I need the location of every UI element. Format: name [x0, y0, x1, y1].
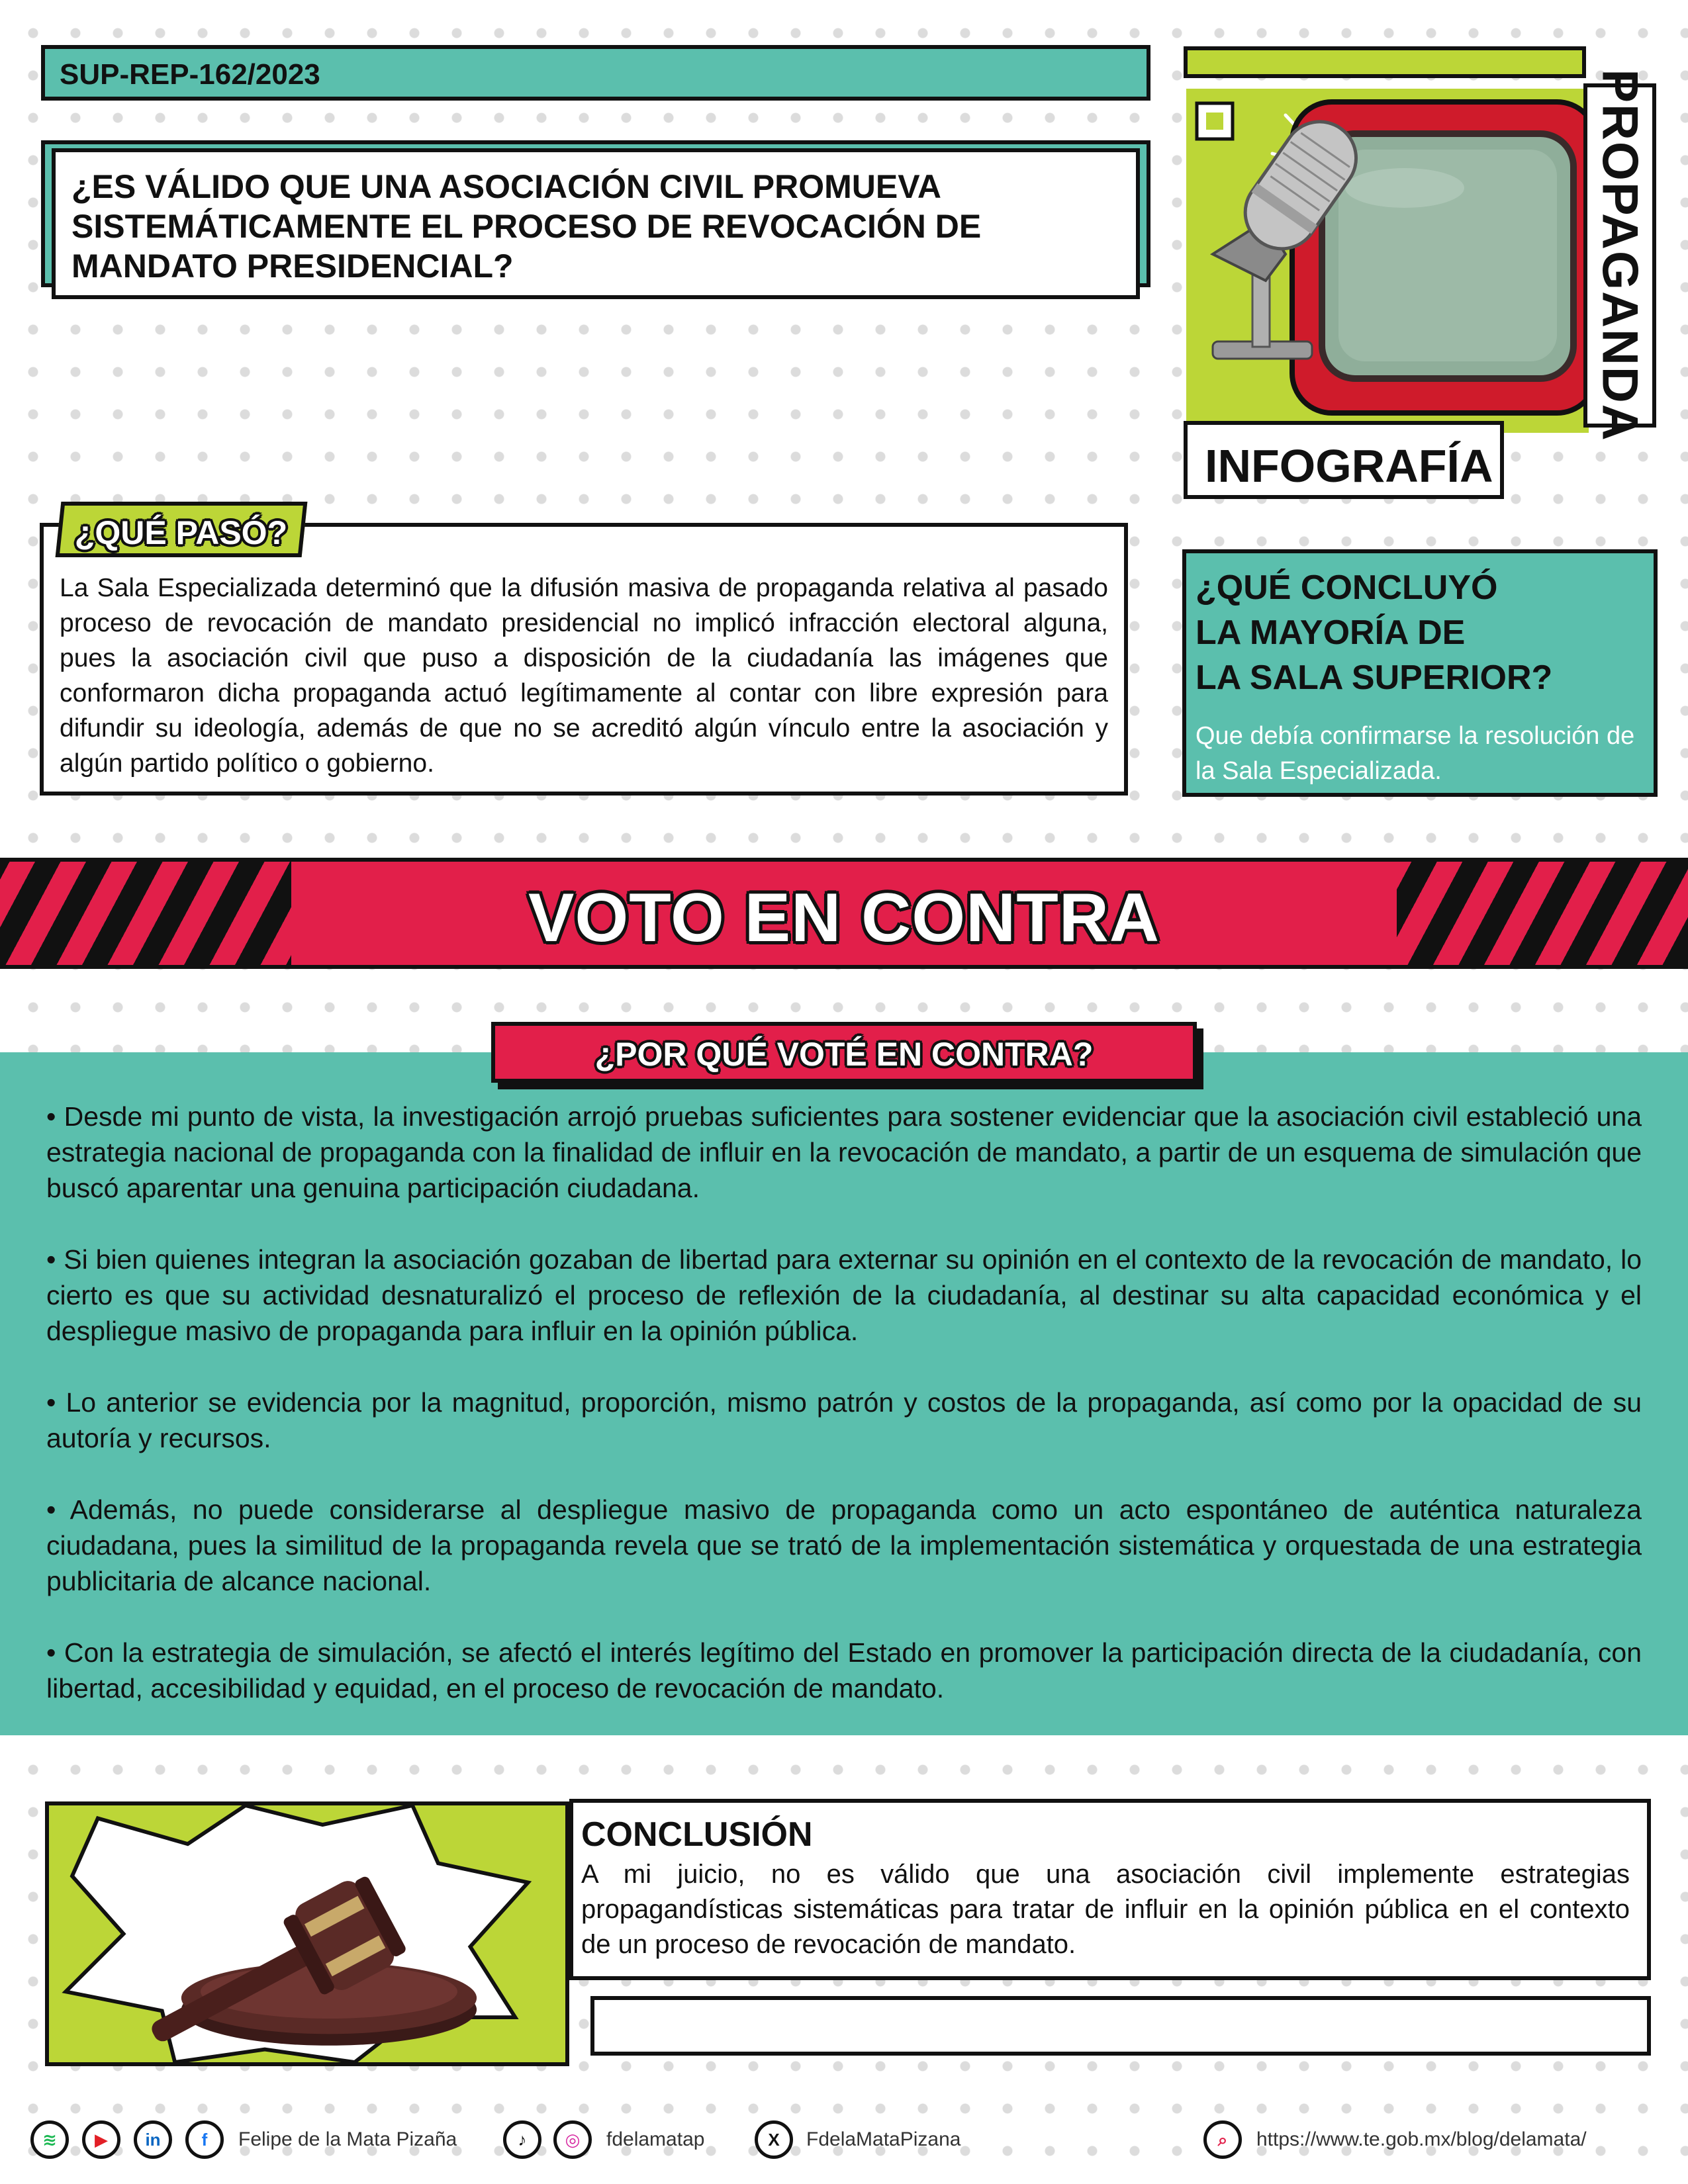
por-que-vote-heading: ¿POR QUÉ VOTÉ EN CONTRA?: [594, 1036, 1094, 1073]
conclusion-box: [569, 1799, 1651, 1980]
concluyo-heading: [1196, 565, 1552, 700]
concluyo-heading-line: LA SALA SUPERIOR?: [1196, 659, 1553, 697]
voto-en-contra-title: VOTO EN CONTRA: [528, 880, 1160, 956]
conclusion-text: A mi juicio, no es válido que una asociación civil implemente estrategias propagandísticas sistemáticas para tratar de influir en la opinión pública en el contexto de un proceso de revocación de mandato.: [581, 1860, 1630, 1959]
voto-point: • Desde mi punto de vista, la investigación arrojó pruebas suficientes para sostener evidenciar que la asociación civil estableció una estrategia nacional de propaganda con la finalidad de influir en la revocación de mandato, a partir de un esquema de simulación que buscó aparentar una genuina participación ciudadana.: [46, 1101, 1642, 1203]
voto-point: • Si bien quienes integran la asociación gozaban de libertad para externar su opinión en el contexto de la revocación de mandato, lo cierto es que su actividad desnaturalizó el proceso de reflexión de la ciudadanía, al destinar su alta capacidad económica y el despliegue masivo de propaganda para influir en la opinión pública.: [46, 1244, 1642, 1346]
spotify-icon[interactable]: ≋: [30, 2120, 69, 2159]
footer-name: Felipe de la Mata Pizaña: [238, 2128, 457, 2150]
linkedin-icon[interactable]: in: [134, 2120, 172, 2159]
infografia-label: INFOGRAFÍA: [1205, 440, 1493, 492]
concluyo-box: [1182, 549, 1658, 797]
footer-x-handle: FdelaMataPizana: [806, 2128, 961, 2150]
footer-handle: fdelamatap: [606, 2128, 705, 2150]
voto-point: • Lo anterior se evidencia por la magnitud, proporción, mismo patrón y costos de la propaganda, así como por la opacidad de su autoría y recursos.: [46, 1387, 1642, 1453]
search-icon[interactable]: ⌕: [1203, 2120, 1242, 2159]
case-number: SUP-REP-162/2023: [60, 58, 320, 91]
propaganda-vertical-label: PROPAGANDA: [1591, 69, 1648, 442]
voto-points-list: [46, 1099, 1642, 1742]
microphone-television-illustration: [1186, 89, 1589, 433]
footer-url-link[interactable]: https://www.te.gob.mx/blog/delamata/: [1256, 2128, 1587, 2150]
que-paso-text: La Sala Especializada determinó que la difusión masiva de propaganda relativa al pasado proceso de revocación de mandato presidencial no implicó infracción electoral alguna, pues la asociación civil que puso a disposición de la ciudadanía las imágenes que conformaron dicha propaganda actuó legítimamente al contar con libre expresión para difundir su ideología, además de que no se acreditó algún vínculo entre la asociación y algún partido político o gobierno.: [60, 574, 1108, 778]
empty-note-box: [590, 1996, 1651, 2056]
main-question: ¿ES VÁLIDO QUE UNA ASOCIACIÓN CIVIL PROMUEVA SISTEMÁTICAMENTE EL PROCESO DE REVOCACIÓN DE MANDATO PRESIDENCIAL?: [71, 168, 982, 285]
infografia-label-box: [1184, 421, 1504, 499]
que-paso-tag: [56, 502, 308, 557]
voto-point: • Además, no puede considerarse al despliegue masivo de propaganda como un acto espontáneo de auténtica naturaleza ciudadana, pues la similitud de la propaganda revela que se trató de la implementación sistemática y orquestada de una estrategia publicitaria de alcance nacional.: [46, 1494, 1642, 1596]
instagram-icon[interactable]: ◎: [553, 2120, 592, 2159]
propaganda-label-box: [1583, 69, 1656, 442]
voto-banner-center: [291, 862, 1397, 965]
case-number-bar: [41, 45, 1150, 101]
que-paso-box: [40, 523, 1128, 796]
gavel-illustration: [45, 1801, 569, 2066]
question-box: [52, 148, 1140, 299]
tiktok-icon[interactable]: ♪: [503, 2120, 541, 2159]
por-que-vote-tag: [491, 1022, 1197, 1083]
facebook-icon[interactable]: f: [185, 2120, 224, 2159]
concluyo-heading-line: LA MAYORÍA DE: [1196, 614, 1466, 652]
gavel-icon: [49, 1805, 565, 2062]
concluyo-heading-line: ¿QUÉ CONCLUYÓ: [1196, 569, 1498, 607]
decorative-lime-bar: [1184, 46, 1586, 78]
youtube-icon[interactable]: ▶: [82, 2120, 120, 2159]
que-paso-heading: ¿QUÉ PASÓ?: [74, 514, 288, 551]
footer: [0, 2115, 1688, 2164]
voto-point: • Con la estrategia de simulación, se afectó el interés legítimo del Estado en promover la participación directa de la ciudadanía, con libertad, accesibilidad y equidad, en el proceso de revocación de mandato.: [46, 1637, 1642, 1704]
propaganda-illustration: [1186, 89, 1589, 433]
concluyo-text: Que debía confirmarse la resolución de la Sala Especializada.: [1196, 722, 1635, 785]
x-twitter-icon[interactable]: X: [755, 2120, 793, 2159]
conclusion-heading: CONCLUSIÓN: [581, 1815, 813, 1854]
voto-en-contra-banner: [0, 858, 1688, 969]
